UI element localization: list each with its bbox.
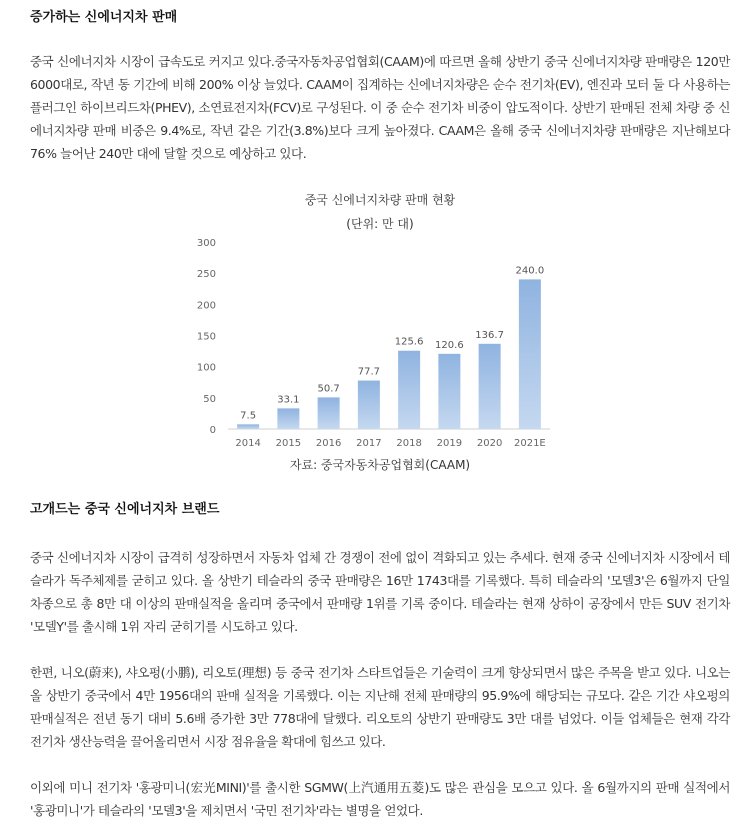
bar-2019 — [438, 354, 460, 429]
bar-2014 — [237, 424, 259, 429]
bar-2021E — [519, 279, 541, 429]
x-tick-label: 2019 — [436, 438, 463, 449]
y-tick-label: 50 — [203, 393, 216, 405]
bar-2018 — [398, 351, 420, 429]
x-tick-label: 2017 — [356, 438, 382, 449]
sales-chart — [190, 188, 570, 478]
bar-2015 — [277, 408, 299, 429]
x-tick-label: 2015 — [275, 438, 302, 449]
bar-value-label: 120.6 — [435, 339, 464, 351]
section-title-sales: 증가하는 신에너지차 판매 — [30, 10, 178, 25]
bar-value-label: 7.5 — [240, 410, 257, 422]
paragraph-sales-growth: 중국 신에너지차 시장이 급속도로 커지고 있다.중국자동차공업협회(CAAM)에 따르면 올해 상반기 중국 신에너지차량 판매량은 120만 6000대로, 작년 동 기간에 비해 200% 이상 늘었다. CAAM이 집계하는 신에너지차량은 순수 전기차(EV), 엔진과 모터 둘 다 사용하는 플러그인 하이브리드차(PHEV), 소연료전지차(FCV)로 구성된다. 이 중 순수 전기차 비중이 압도적이다. 상반기 판매된 전체 차량 중 신에너지차량 판매 비중은 9.4%로, 작년 같은 기간(3.8%)보다 크게 높아졌다. CAAM은 올해 중국 신에너지차량 판매량은 지난해보다 76% 늘어난 240만 대에 달할 것으로 예상하고 있다. — [30, 54, 730, 161]
x-tick-label: 2016 — [315, 438, 342, 449]
x-tick-label: 2021E — [513, 438, 546, 449]
bar-2017 — [358, 381, 380, 429]
bar-value-label: 240.0 — [515, 265, 545, 277]
bar-value-label: 136.7 — [475, 329, 504, 341]
chart-bars — [237, 265, 544, 429]
paragraph-sgmw: 이외에 미니 전기차 '홍광미니(宏光MINI)'를 출시한 SGMW(上汽通用五菱)도 많은 관심을 모으고 있다. 올 6월까지의 판매 실적에서 '홍광미니'가 테슬라의 '모델3'을 제치면서 '국민 전기차'라는 별명을 얻었다. — [30, 780, 730, 818]
bar-value-label: 125.6 — [394, 336, 424, 348]
paragraph-startups: 한편, 니오(蔚来), 샤오펑(小鹏), 리오토(理想) 등 중국 전기차 스타트업들은 기술력이 크게 향상되면서 많은 주목을 받고 있다. 니오는 올 상반기 중국에서 4만 1956대의 판매 실적을 기록했다. 이는 지난해 전체 판매량의 95.9%에 해당되는 규모다. 같은 기간 샤오펑의 판매실적은 전년 동기 대비 5.6배 증가한 3만 778대에 달했다. 리오토의 상반기 판매량도 3만 대를 넘었다. 이들 업체들은 현재 각각 전기차 생산능력을 끌어올리면서 시장 점유율을 확대에 힘쓰고 있다. — [30, 665, 730, 749]
bar-2020 — [479, 344, 501, 429]
paragraph-tesla: 중국 신에너지차 시장이 급격히 성장하면서 자동차 업체 간 경쟁이 전에 없이 격화되고 있는 추세다. 현재 중국 신에너지차 시장에서 테슬라가 독주체제를 굳히고 있다. 올 상반기 테슬라의 중국 판매량은 16만 1743대를 기록했다. 특히 테슬라의 '모델3'은 6월까지 단일 차종으로 총 8만 대 이상의 판매실적을 올리며 중국에서 판매량 1위를 기록 중이다. 테슬라는 현재 상하이 공장에서 만든 SUV 전기차 '모델Y'를 출시해 1위 자리 굳히기를 시도하고 있다. — [30, 550, 731, 634]
x-tick-label: 2014 — [235, 438, 261, 449]
bar-value-label: 50.7 — [317, 383, 340, 395]
y-tick-label: 300 — [196, 238, 216, 249]
bar-value-label: 77.7 — [357, 366, 381, 378]
y-axis-ticks — [197, 238, 216, 436]
y-tick-label: 100 — [196, 362, 216, 374]
y-tick-label: 200 — [196, 300, 216, 312]
chart-source: 자료: 중국자동차공업협회(CAAM) — [289, 458, 471, 472]
bar-value-label: 33.1 — [277, 394, 300, 406]
x-tick-label: 2020 — [476, 438, 503, 449]
y-tick-label: 0 — [209, 425, 216, 436]
x-axis-ticks — [235, 438, 545, 449]
bar-2016 — [318, 397, 340, 429]
sales-bar-chart-svg — [190, 188, 570, 478]
chart-subtitle: (단위: 만 대) — [346, 217, 414, 231]
y-tick-label: 150 — [196, 331, 216, 343]
x-tick-label: 2018 — [396, 438, 422, 449]
chart-title: 중국 신에너지차량 판매 현황 — [304, 193, 456, 207]
section-title-brands: 고개드는 중국 신에너지차 브랜드 — [30, 502, 220, 517]
y-tick-label: 250 — [196, 269, 216, 281]
